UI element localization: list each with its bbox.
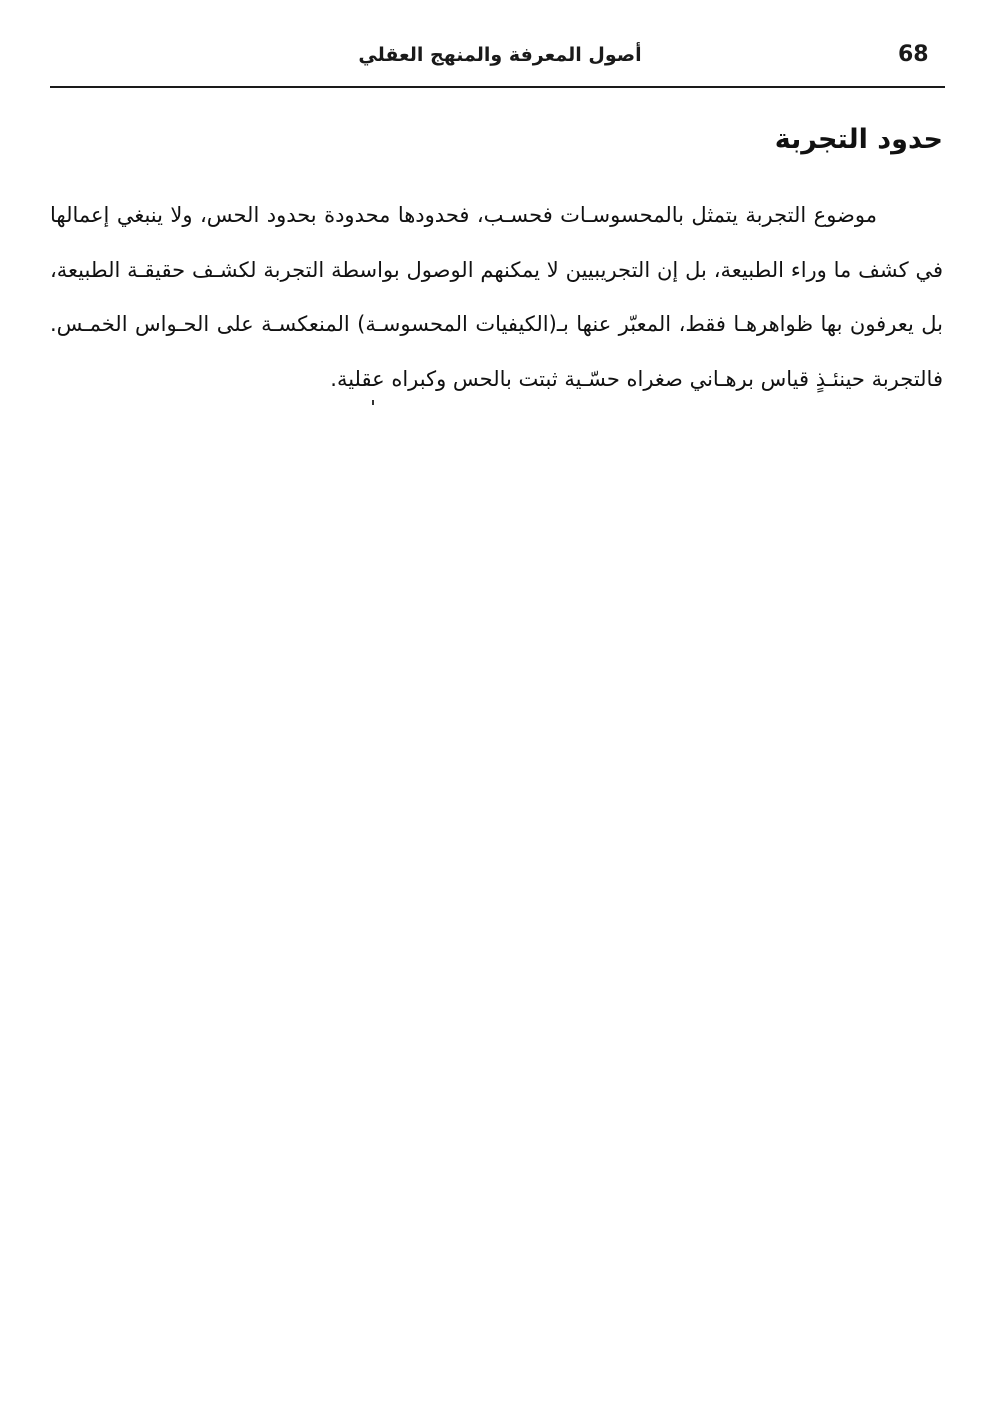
ink-speck [372, 400, 374, 405]
page-number: 68 [898, 42, 929, 67]
body-paragraph: موضوع التجربة يتمثل بالمحسوسـات فحسـب، فحدودها محدودة بحدود الحس، ولا ينبغي إعمالها في كشف ما وراء الطبيعة، بل إن التجريبيين لا يمكنهم الوصول بواسطة التجربة لكشـف حقيقـة الطبيعة، بل يعرفون بها ظواهرهـا فقط، المعبّر عنها بـ(الكيفيات المحسوسـة) المنعكسـة على الحـواس الخمـس. فالتجربة حينئـذٍ قياس برهـاني صغراه حسّـية ثبتت بالحس وكبراه عقلية. [50, 203, 943, 391]
header-divider [50, 86, 945, 88]
section-heading: حدود التجربة [774, 124, 943, 155]
running-title: أصول المعرفة والمنهج العقلي [358, 44, 642, 66]
